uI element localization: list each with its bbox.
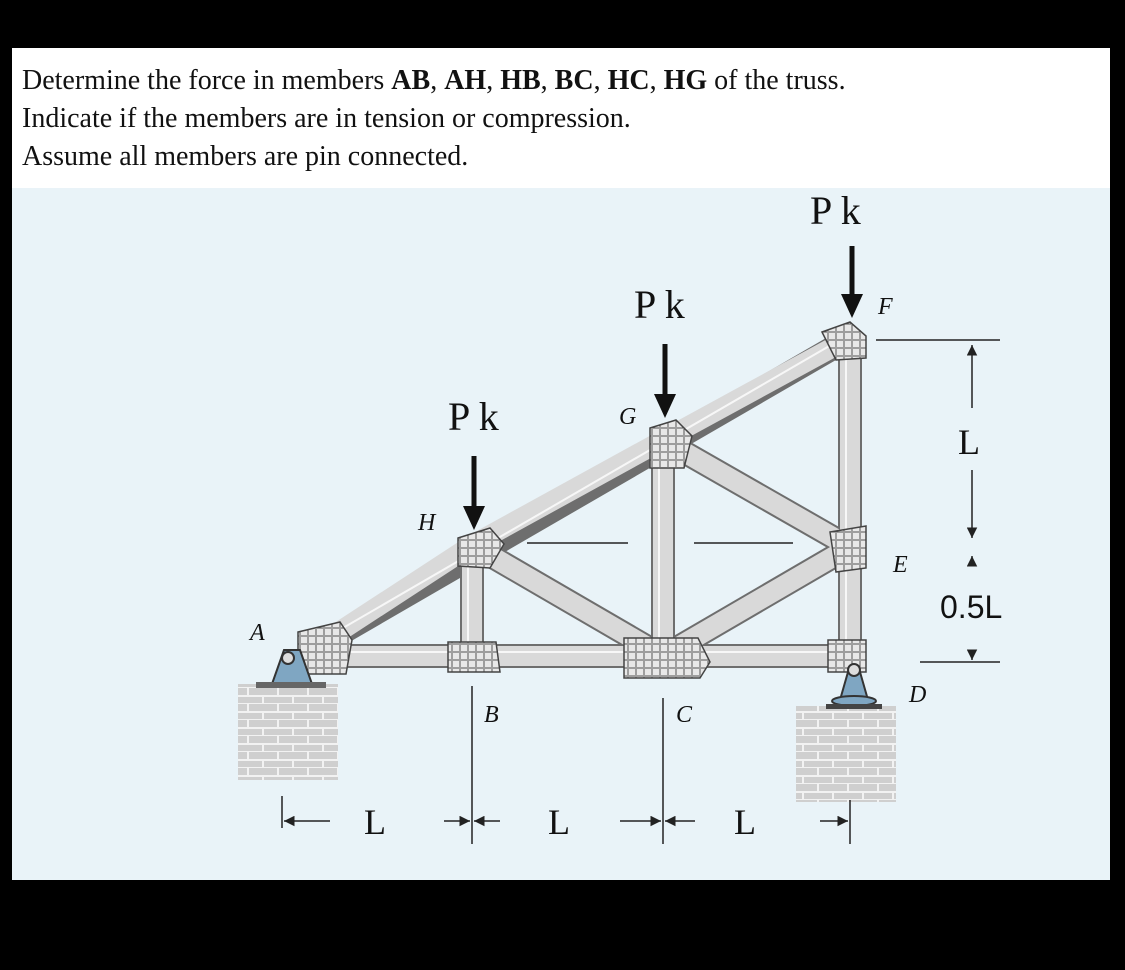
problem-line-3: Assume all members are pin connected. [22, 141, 469, 172]
load-arrow-h [463, 456, 485, 530]
joint-label-e: E [893, 552, 908, 578]
joint-label-d: D [909, 682, 927, 708]
member-ge-bar [663, 440, 850, 547]
dim-label-height-lower: 0.5L [940, 589, 1003, 625]
problem-line-2: Indicate if the members are in tension or compression. [22, 103, 631, 134]
dim-label-span-2: L [548, 802, 570, 842]
joint-label-b: B [484, 702, 499, 728]
joint-label-f: F [878, 294, 893, 320]
load-label-h: P k [448, 394, 499, 439]
gusset-b [448, 642, 500, 672]
member-hg-bar [472, 440, 663, 545]
member-ab: AB [391, 65, 431, 96]
problem-line-1: Determine the force in members AB, AH, HB, BC, HC, HG of the truss. [22, 65, 846, 96]
member-ah: AH [444, 65, 487, 96]
member-hb: HB [500, 65, 541, 96]
right-masonry-support [796, 706, 896, 802]
dim-label-height-upper: L [958, 422, 980, 462]
joint-label-h: H [418, 510, 436, 536]
gusset-c [624, 638, 710, 678]
member-bc: BC [554, 65, 594, 96]
member-hg: HG [663, 65, 708, 96]
joint-label-a: A [250, 620, 265, 646]
load-arrow-g [654, 344, 676, 418]
joint-label-g: G [619, 404, 637, 430]
member-hc: HC [607, 65, 650, 96]
left-masonry-support [238, 684, 338, 780]
load-arrow-f [841, 246, 863, 318]
dim-label-span-3: L [734, 802, 756, 842]
dim-label-span-1: L [364, 802, 386, 842]
gusset-e [830, 526, 866, 572]
load-label-g: P k [634, 282, 685, 327]
truss-members [305, 334, 850, 658]
load-label-f: P k [810, 188, 861, 233]
joint-label-c: C [676, 702, 693, 728]
